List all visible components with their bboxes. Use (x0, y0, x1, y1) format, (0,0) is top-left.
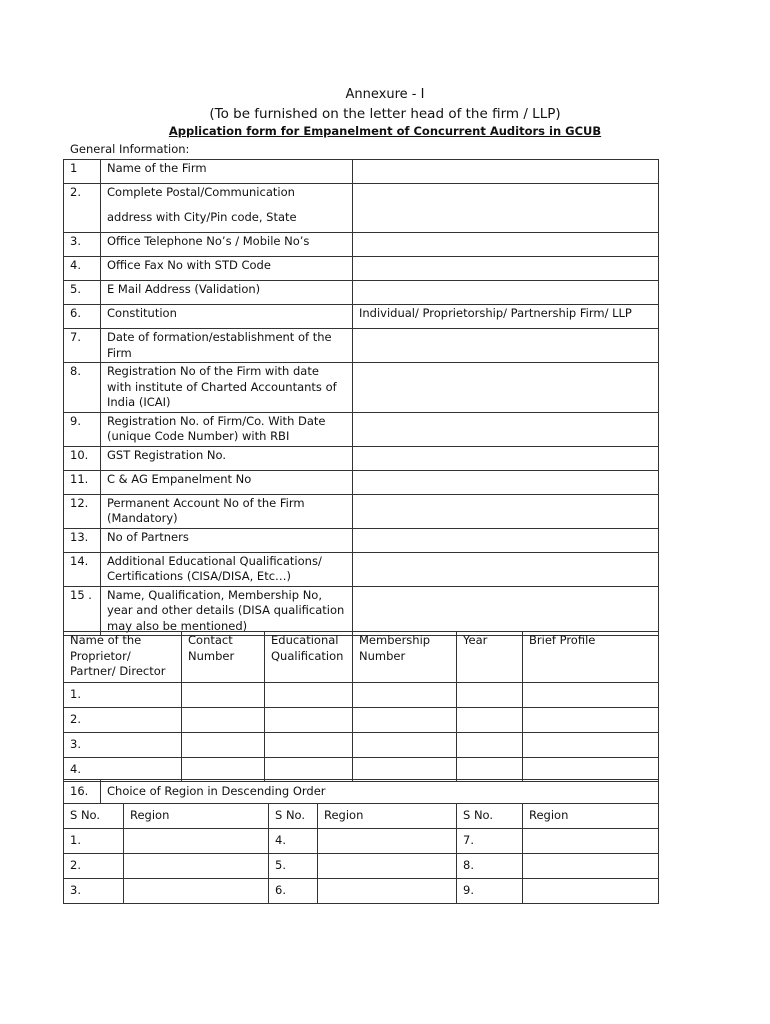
table-row (64, 758, 659, 782)
item-label: GST Registration No. (101, 446, 353, 470)
item-value-field[interactable] (353, 494, 659, 528)
general-information-table (63, 159, 659, 636)
item-value-field[interactable] (353, 281, 659, 305)
table-row (64, 470, 659, 494)
table-cell[interactable] (182, 758, 265, 782)
item-label: Name, Qualification, Membership No, year and other details (DISA qualification may also be mentioned) (101, 586, 353, 636)
item-label: C & AG Empanelment No (101, 470, 353, 494)
item-number: 7. (64, 329, 101, 363)
annexure-heading: Annexure - I (345, 87, 425, 102)
column-header: Region (523, 804, 659, 829)
table-row (64, 363, 659, 413)
column-header: S No. (269, 804, 318, 829)
table-row (64, 528, 659, 552)
column-header: S No. (457, 804, 523, 829)
item-number: 15 . (64, 586, 101, 636)
column-header: Brief Profile (523, 632, 659, 683)
region-cell[interactable] (318, 854, 457, 879)
row-number: 1. (64, 683, 182, 708)
region-cell[interactable] (124, 879, 269, 904)
region-cell[interactable] (318, 879, 457, 904)
item-label: Name of the Firm (101, 160, 353, 184)
table-row (64, 412, 659, 446)
item-label: Office Fax No with STD Code (101, 257, 353, 281)
item-label: Permanent Account No of the Firm (Mandatory) (101, 494, 353, 528)
item-number: 8. (64, 363, 101, 413)
table-cell[interactable] (457, 708, 523, 733)
region-cell[interactable] (523, 854, 659, 879)
table-cell[interactable] (265, 758, 353, 782)
region-cell[interactable] (523, 879, 659, 904)
row-number: 1. (64, 829, 124, 854)
table-row (64, 552, 659, 586)
column-header: Region (318, 804, 457, 829)
row-number: 2. (64, 854, 124, 879)
table-row (64, 233, 659, 257)
row-number: 6. (269, 879, 318, 904)
item-number: 11. (64, 470, 101, 494)
table-row (64, 281, 659, 305)
item-number: 16. (64, 780, 101, 804)
table-row (64, 829, 659, 854)
row-number: 4. (64, 758, 182, 782)
table-cell[interactable] (457, 758, 523, 782)
item-value-field[interactable] (353, 363, 659, 413)
item-value-field[interactable] (353, 233, 659, 257)
region-cell[interactable] (124, 829, 269, 854)
item-label: Registration No of the Firm with date with institute of Charted Accountants of India (ICAI) (101, 363, 353, 413)
table-cell[interactable] (457, 683, 523, 708)
item-label: Office Telephone No’s / Mobile No’s (101, 233, 353, 257)
item-label: No of Partners (101, 528, 353, 552)
row-number: 7. (457, 829, 523, 854)
partners-table (63, 631, 659, 782)
column-header: Contact Number (182, 632, 265, 683)
item-number: 10. (64, 446, 101, 470)
table-cell[interactable] (353, 758, 457, 782)
table-row (64, 879, 659, 904)
item-value-field[interactable] (353, 257, 659, 281)
region-cell[interactable] (318, 829, 457, 854)
item-label: Choice of Region in Descending Order (101, 780, 659, 804)
table-row (64, 305, 659, 329)
item-value-field[interactable] (353, 446, 659, 470)
item-value-field[interactable] (353, 412, 659, 446)
item-label: Constitution (101, 305, 353, 329)
item-number: 3. (64, 233, 101, 257)
column-header: S No. (64, 804, 124, 829)
general-information-label: General Information: (70, 142, 190, 156)
table-row (64, 184, 659, 233)
item-number: 9. (64, 412, 101, 446)
table-cell[interactable] (523, 758, 659, 782)
item-label: Additional Educational Qualifications/ Certifications (CISA/DISA, Etc…) (101, 552, 353, 586)
table-cell[interactable] (353, 708, 457, 733)
table-cell[interactable] (523, 708, 659, 733)
row-number: 8. (457, 854, 523, 879)
item-number: 12. (64, 494, 101, 528)
item-label: Registration No. of Firm/Co. With Date (unique Code Number) with RBI (101, 412, 353, 446)
table-row (64, 708, 659, 733)
row-number: 2. (64, 708, 182, 733)
column-header: Region (124, 804, 269, 829)
form-title: Application form for Empanelment of Concurrent Auditors in GCUB (168, 124, 602, 138)
constitution-value[interactable]: Individual/ Proprietorship/ Partnership Firm/ LLP (353, 305, 659, 329)
item-value-field[interactable] (353, 470, 659, 494)
item-value-field[interactable] (353, 528, 659, 552)
item-number: 6. (64, 305, 101, 329)
table-row (64, 586, 659, 636)
column-header: Educational Qualification (265, 632, 353, 683)
item-value-field[interactable] (353, 184, 659, 233)
item-number: 13. (64, 528, 101, 552)
row-number: 4. (269, 829, 318, 854)
table-row (64, 780, 659, 804)
table-row (64, 257, 659, 281)
item-value-field[interactable] (353, 586, 659, 636)
row-number: 3. (64, 879, 124, 904)
column-header: Name of the Proprietor/ Partner/ Director (64, 632, 182, 683)
table-row (64, 733, 659, 758)
row-number: 9. (457, 879, 523, 904)
table-header-row (64, 632, 659, 683)
region-cell[interactable] (124, 854, 269, 879)
table-cell[interactable] (457, 733, 523, 758)
table-cell[interactable] (523, 683, 659, 708)
table-row (64, 854, 659, 879)
table-cell[interactable] (265, 683, 353, 708)
table-header-row (64, 804, 659, 829)
item-label-line: address with City/Pin code, State (107, 209, 297, 224)
table-row (64, 160, 659, 184)
table-row (64, 683, 659, 708)
item-label: Date of formation/establishment of the Firm (101, 329, 353, 363)
item-label-line: Complete Postal/Communication (107, 185, 295, 199)
table-cell[interactable] (182, 733, 265, 758)
table-cell[interactable] (523, 733, 659, 758)
item-number: 14. (64, 552, 101, 586)
table-cell[interactable] (353, 683, 457, 708)
item-number: 5. (64, 281, 101, 305)
row-number: 3. (64, 733, 182, 758)
table-row (64, 494, 659, 528)
item-value-field[interactable] (353, 552, 659, 586)
region-choice-table (63, 779, 659, 904)
item-number: 2. (64, 184, 101, 233)
table-row (64, 446, 659, 470)
table-cell[interactable] (182, 683, 265, 708)
item-number: 1 (64, 160, 101, 184)
column-header: Year (457, 632, 523, 683)
table-cell[interactable] (265, 708, 353, 733)
column-header: Membership Number (353, 632, 457, 683)
row-number: 5. (269, 854, 318, 879)
letterhead-note: (To be furnished on the letter head of the firm / LLP) (209, 106, 561, 122)
item-value-field[interactable] (353, 160, 659, 184)
table-row (64, 329, 659, 363)
table-cell[interactable] (353, 733, 457, 758)
region-cell[interactable] (523, 829, 659, 854)
item-label (101, 184, 353, 233)
item-value-field[interactable] (353, 329, 659, 363)
table-cell[interactable] (182, 708, 265, 733)
item-number: 4. (64, 257, 101, 281)
item-label: E Mail Address (Validation) (101, 281, 353, 305)
table-cell[interactable] (265, 733, 353, 758)
